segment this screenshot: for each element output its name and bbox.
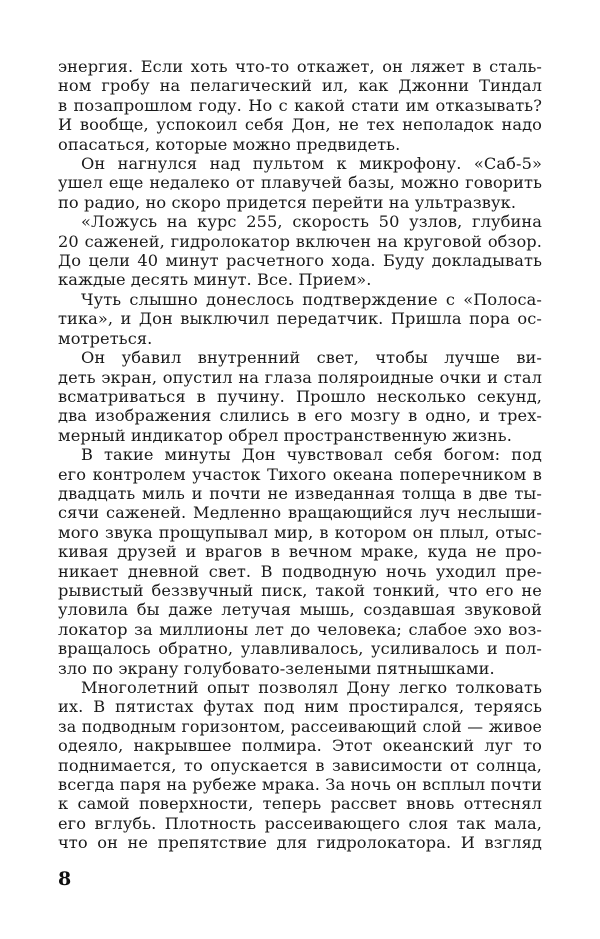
text-line xyxy=(58,814,542,833)
text-line xyxy=(58,309,542,328)
text-line xyxy=(58,775,542,794)
line-text: Многолетний опыт позволял Дону легко толковать xyxy=(81,678,542,697)
text-line xyxy=(58,484,542,503)
text-line xyxy=(58,270,542,289)
text-line xyxy=(58,232,542,251)
text-line xyxy=(58,76,542,95)
text-line xyxy=(58,562,542,581)
text-line xyxy=(58,96,542,115)
line-text: одеяло, накрывшее полмира. Этот океанский луг то xyxy=(58,736,542,756)
line-text: Он убавил внутренний свет, чтобы лучше ви- xyxy=(81,348,542,368)
text-line xyxy=(58,173,542,192)
line-text: за подводным горизонтом, рассеивающий слой — живое xyxy=(58,716,542,736)
line-text: по радио, но скоро придется перейти на ультразвук. xyxy=(58,192,517,212)
text-line xyxy=(58,794,542,813)
page-number: 8 xyxy=(58,868,72,890)
line-text: кивая друзей и врагов в вечном мраке, куда не про- xyxy=(58,542,542,562)
text-line xyxy=(58,406,542,425)
line-text: Чуть слышно донеслось подтверждение с «Полоса- xyxy=(81,289,542,309)
line-text: сячи саженей. Медленно вращающийся луч неслыши- xyxy=(58,503,542,523)
line-text: вращалось обратно, улавливалось, усиливалось и пол- xyxy=(58,639,542,659)
line-text: И вообще, успокоил себя Дон, не тех неполадок надо xyxy=(58,115,542,135)
text-line xyxy=(58,426,542,445)
text-line xyxy=(58,329,542,348)
text-line xyxy=(58,833,542,852)
text-line xyxy=(58,57,542,76)
paragraph-first-line xyxy=(58,445,542,464)
text-line xyxy=(58,503,542,522)
text-line xyxy=(58,581,542,600)
line-text: энергия. Если хоть что-то откажет, он ляжет в сталь- xyxy=(58,57,542,76)
text-line xyxy=(58,620,542,639)
text-line xyxy=(58,717,542,736)
paragraph-first-line xyxy=(58,154,542,173)
text-line xyxy=(58,600,542,619)
text-line xyxy=(58,756,542,775)
line-text: опасаться, которые можно предвидеть. xyxy=(58,134,401,154)
line-text: поднимается, то опускается в зависимости от солнца, xyxy=(58,755,542,775)
line-text: рывистый беззвучный писк, такой тонкий, что его не xyxy=(58,580,542,600)
text-line xyxy=(58,115,542,134)
text-line xyxy=(58,465,542,484)
line-text: всегда паря на рубеже мрака. За ночь он всплыл почти xyxy=(58,775,542,795)
line-text: ушел еще недалеко от плавучей базы, можно говорить xyxy=(58,173,542,193)
line-text: двадцать миль и почти не изведанная толща в две ты- xyxy=(58,483,542,503)
text-line xyxy=(58,639,542,658)
line-text: мого звука прощупывал мир, в котором он плыл, отыс- xyxy=(58,522,542,542)
paragraph-first-line xyxy=(58,678,542,697)
page-body-text xyxy=(58,57,542,853)
line-text: в позапрошлом году. Но с какой стати им отказывать? xyxy=(58,95,542,115)
paragraph-first-line xyxy=(58,348,542,367)
line-text: деть экран, опустил на глаза поляроидные очки и стал xyxy=(58,367,542,387)
line-text: два изображения слились в его мозгу в одно, и трех- xyxy=(58,406,542,426)
line-text: каждые десять минут. Все. Прием». xyxy=(58,270,372,290)
paragraph-first-line xyxy=(58,290,542,309)
text-line xyxy=(58,523,542,542)
paragraph-first-line xyxy=(58,212,542,231)
line-text: До цели 40 минут расчетного хода. Буду докладывать xyxy=(58,251,542,271)
line-text: зло по экрану голубовато-зелеными пятнышками. xyxy=(58,658,495,678)
line-text: его контролем участок Тихого океана поперечником в xyxy=(58,464,542,484)
line-text: всматриваться в пучину. Прошло несколько секунд, xyxy=(58,386,542,406)
text-line xyxy=(58,697,542,716)
text-line xyxy=(58,387,542,406)
line-text: к самой поверхности, теперь рассвет вновь оттеснял xyxy=(58,794,542,814)
line-text: ном гробу на пелагический ил, как Джонни Тиндал xyxy=(58,76,542,96)
text-line xyxy=(58,659,542,678)
line-text: мерный индикатор обрел пространственную жизнь. xyxy=(58,425,512,445)
line-text: «Ложусь на курс 255, скорость 50 узлов, глубина xyxy=(81,212,542,232)
text-line xyxy=(58,193,542,212)
line-text: тика», и Дон выключил передатчик. Пришла пора ос- xyxy=(58,309,542,329)
line-text: мотреться. xyxy=(58,328,153,348)
text-line xyxy=(58,251,542,270)
line-text: В такие минуты Дон чувствовал себя богом: под xyxy=(81,445,542,465)
text-line xyxy=(58,135,542,154)
line-text: никает дневной свет. В подводную ночь уходил пре- xyxy=(58,561,542,581)
line-text: его вглубь. Плотность рассеивающего слоя так мала, xyxy=(58,813,542,833)
line-text: Он нагнулся над пультом к микрофону. «Саб-5» xyxy=(81,154,542,174)
line-text: 20 саженей, гидролокатор включен на круговой обзор. xyxy=(58,231,542,251)
line-text: уловила бы даже летучая мышь, создавшая звуковой xyxy=(58,600,542,620)
line-text: локатор за миллионы лет до человека; слабое эхо воз- xyxy=(58,619,542,639)
text-line xyxy=(58,542,542,561)
line-text: их. В пятистах футах под ним простирался, теряясь xyxy=(58,697,542,717)
line-text: что он не препятствие для гидролокатора. И взгляд xyxy=(58,833,542,853)
text-line xyxy=(58,368,542,387)
text-line xyxy=(58,736,542,755)
